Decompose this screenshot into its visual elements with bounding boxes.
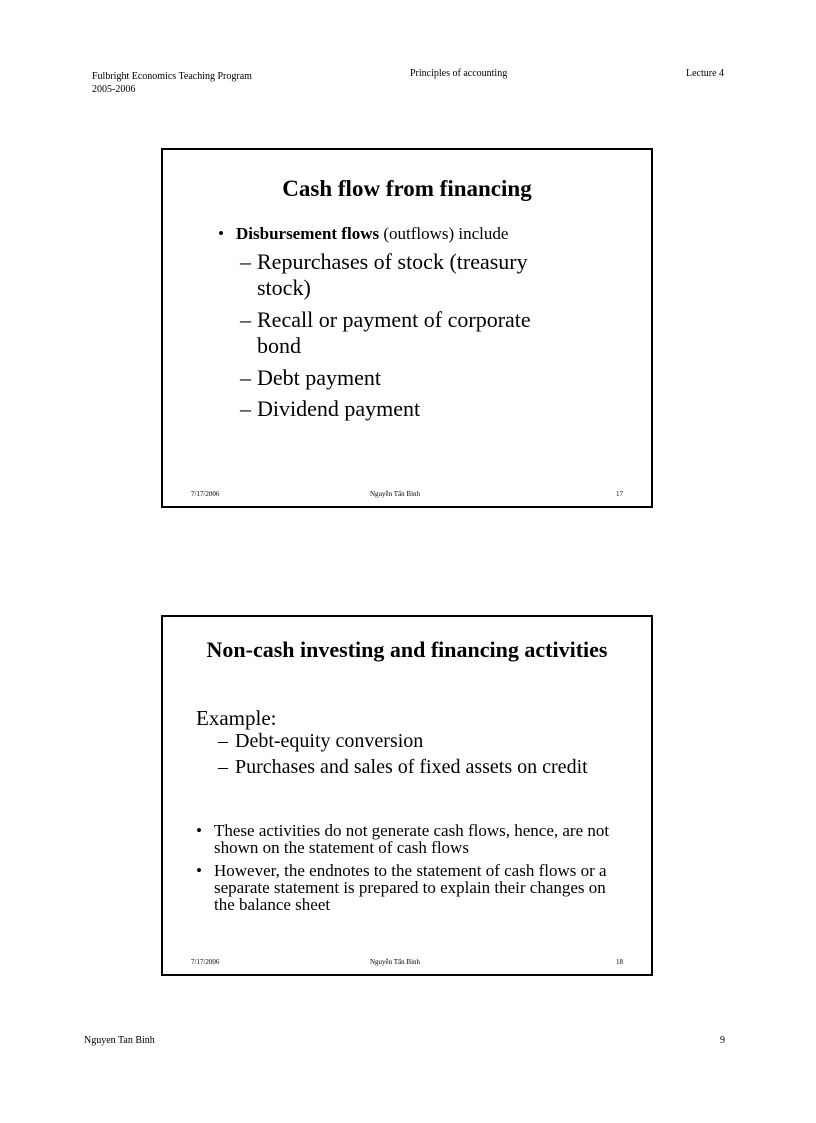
slide-bullet: • These activities do not generate cash flows, hence, are not shown on the statement of cash flows bbox=[196, 821, 610, 857]
slide-title: Cash flow from financing bbox=[282, 176, 532, 201]
bullet-dot-icon: • bbox=[196, 861, 202, 880]
dash-icon: – bbox=[240, 396, 251, 421]
slide-date: 7/17/2006 bbox=[191, 490, 220, 498]
slide-author: Nguyễn Tấn Bình bbox=[370, 490, 421, 498]
header-program bbox=[92, 70, 252, 96]
list-item: – Recall or payment of corporate bond bbox=[240, 307, 531, 358]
course-title: Principles of accounting bbox=[410, 68, 508, 79]
list-item: – Dividend payment bbox=[240, 396, 421, 421]
bullet-dot-icon: • bbox=[218, 224, 224, 243]
list-item: – Repurchases of stock (treasury stock) bbox=[240, 249, 528, 300]
slide-title: Non-cash investing and financing activities bbox=[206, 637, 608, 662]
slide-17 bbox=[161, 148, 653, 508]
program-name: Fulbright Economics Teaching Program bbox=[92, 71, 252, 82]
dash-icon: – bbox=[218, 756, 228, 778]
dash-icon: – bbox=[240, 307, 251, 332]
dash-icon: – bbox=[240, 365, 251, 390]
slide-18 bbox=[161, 615, 653, 976]
dash-icon: – bbox=[218, 730, 228, 752]
slide-author: Nguyễn Tấn Bình bbox=[370, 958, 421, 966]
page-number: 9 bbox=[720, 1035, 725, 1046]
list-item: – Debt-equity conversion bbox=[218, 730, 424, 752]
bullet-bold-text: Disbursement flows bbox=[236, 224, 380, 243]
program-years: 2005-2006 bbox=[92, 84, 136, 95]
dash-icon: – bbox=[240, 249, 251, 274]
slide-number: 17 bbox=[616, 490, 623, 498]
lecture-label: Lecture 4 bbox=[686, 68, 725, 79]
page-footer-author: Nguyen Tan Binh bbox=[84, 1035, 155, 1046]
list-item: – Purchases and sales of fixed assets on credit bbox=[218, 756, 588, 778]
slide-number: 18 bbox=[616, 958, 623, 966]
bullet-dot-icon: • bbox=[196, 821, 202, 840]
example-label: Example: bbox=[196, 706, 277, 730]
list-item: – Debt payment bbox=[240, 365, 382, 390]
bullet-text: (outflows) include bbox=[379, 224, 509, 243]
slide-date: 7/17/2006 bbox=[191, 958, 220, 966]
slide-bullet bbox=[218, 224, 509, 244]
slide-bullet: • However, the endnotes to the statement of cash flows or a separate statement is prepared to explain their changes on the balance sheet bbox=[196, 861, 607, 914]
